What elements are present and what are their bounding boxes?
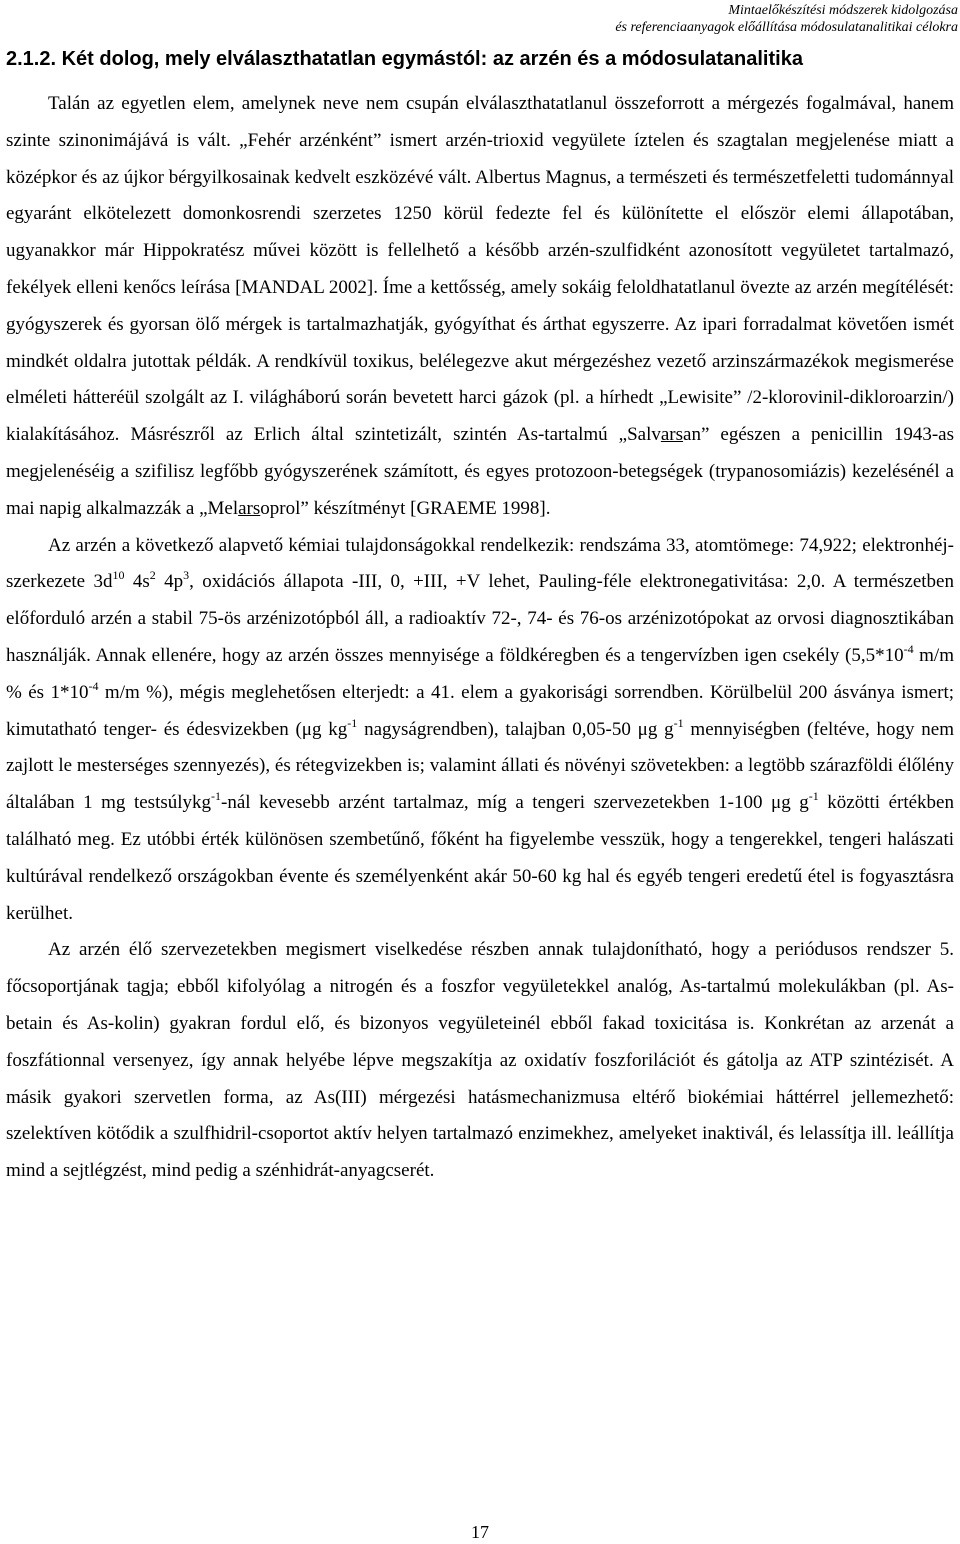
p2-text-j: közötti értékben található meg. Ez utóbbi érték különösen szembetűnő, főként ha figyelembe vesszük, hogy a tengerekkel, tengeri halászati kultúrával rendelkező országokban évente és személyenként akár 50-60 kg hal és egyéb tengeri eredetű étel is fogyasztásra kerülhet. bbox=[6, 792, 954, 924]
p2-text-i: -nál kevesebb arzént tartalmaz, míg a tengeri szervezetekben 1-100 μg g bbox=[221, 792, 809, 814]
running-header bbox=[615, 2, 958, 36]
section-heading: 2.1.2. Két dolog, mely elválaszthatatlan egymástól: az arzén és a módosulatanalitika bbox=[6, 48, 803, 70]
p2-sup-1: 10 bbox=[112, 568, 125, 583]
p2-sup-3: 3 bbox=[183, 568, 190, 583]
p2-text-f: m/m %), mégis meglehetősen elterjedt: a 41. elem a gyakorisági sorrendben. Körülbelül 200 ásványa ismert; kimutatható tenger- és édesvizekben (μg kg bbox=[6, 681, 954, 740]
p1-text-c: oprol” készítményt [GRAEME 1998]. bbox=[260, 497, 551, 519]
p2-text-b: 4s bbox=[124, 571, 150, 593]
paragraph-1 bbox=[6, 86, 954, 528]
p2-sup-8: -1 bbox=[211, 789, 222, 804]
p2-sup-6: -1 bbox=[347, 715, 358, 730]
p2-text-a: Az arzén a következő alapvető kémiai tulajdonságokkal rendelkezik: rendszáma 33, atomtömege: 74,922; elektronhéj-szerkezete 3d bbox=[6, 534, 954, 593]
p1-underline-2: ars bbox=[238, 497, 261, 519]
p2-sup-9: -1 bbox=[808, 789, 819, 804]
body-text bbox=[6, 86, 954, 1190]
p2-sup-5: -4 bbox=[88, 678, 99, 693]
running-header-line-2: és referenciaanyagok előállítása módosulatanalitikai célokra bbox=[615, 20, 958, 35]
p2-text-d: , oxidációs állapota -III, 0, +III, +V lehet, Pauling-féle elektronegativitása: 2,0. A természetben előforduló arzén a stabil 75-ös arzénizotópból áll, a radioaktív 72-, 74- és 76-os arzénizotópokat az orvosi diagnosztikában használják. Annak ellenére, hogy az arzén összes mennyisége a földkéregben és a tengervízben igen csekély (5,5*10 bbox=[6, 571, 954, 666]
p1-text-b: an” egészen a penicillin 1943-as megjelenéséig a szifilisz legfőbb gyógyszerének számított, és egyes protozoon-betegségek (trypanosomiázis) kezelésénél a mai napig alkalmazzák a „Mel bbox=[6, 424, 954, 519]
page-number: 17 bbox=[471, 1522, 489, 1542]
p2-text-c: 4p bbox=[155, 571, 184, 593]
paragraph-2 bbox=[6, 528, 954, 933]
p2-text-h: mennyiségben (feltéve, hogy nem zajlott le mesterséges szennyezés), és rétegvizekben is; valamint állati és növényi szövetekben: a legtöbb szárazföldi élőlény általában 1 mg testsúlykg bbox=[6, 718, 954, 814]
running-header-line-1: Mintaelőkészítési módszerek kidolgozása bbox=[728, 3, 958, 18]
p2-sup-2: 2 bbox=[149, 568, 156, 583]
paragraph-3: Az arzén élő szervezetekben megismert viselkedése részben annak tulajdonítható, hogy a periódusos rendszer 5. főcsoportjának tagja; ebből kifolyólag a nitrogén és a foszfor vegyületekkel analóg, As-tartalmú molekulákban (pl. As-betain és As-kolin) gyakran fordul elő, és bizonyos vegyületeinél ebből fakad toxicitása is. Konkrétan az arzenát a foszfátionnal versenyez, így annak helyébe lépve megszakítja az oxidatív foszforilációt és gátolja az ATP szintézisét. A másik gyakori szervetlen forma, az As(III) mérgezési hatásmechanizmusa eltérő biokémiai háttérrel jellemezhető: szelektíven kötődik a szulfhidril-csoportot aktív helyen tartalmazó enzimekhez, amelyeket inaktivál, és lelassítja ill. leállítja mind a sejtlégzést, mind pedig a szénhidrát-anyagcserét. bbox=[6, 939, 954, 1182]
p2-text-e: m/m % és 1*10 bbox=[6, 644, 954, 703]
p1-underline-1: ars bbox=[660, 424, 684, 446]
p2-sup-7: -1 bbox=[673, 715, 684, 730]
p2-sup-4: -4 bbox=[903, 641, 914, 656]
p2-text-g: nagyságrendben), talajban 0,05-50 μg g bbox=[357, 718, 674, 740]
p1-text-a: Talán az egyetlen elem, amelynek neve nem csupán elválaszthatatlanul összeforrott a mérgezés fogalmával, hanem szinte szinonimájává is vált. „Fehér arzénként” ismert arzén-trioxid vegyülete íztelen és szagtalan megjelenése miatt a középkor és az újkor bérgyilkosainak kedvelt eszközévé vált. Albertus Magnus, a természeti és természetfeletti tudománnyal egyaránt elkötelezett domonkosrendi szerzetes 1250 körül fedezte fel és különítette el először elemi állapotában, ugyanakkor már Hippokratész művei között is fellelhető a később arzén-szulfidként azonosított vegyületet tartalmazó, fekélyek elleni kenőcs leírása [MANDAL 2002]. Íme a kettősség, amely sokáig feloldhatatlanul övezte az arzén megítélését: gyógyszerek és gyorsan ölő mérgek is tartalmazhatják, gyógyíthat és árthat egyszerre. Az ipari forradalmat követően ismét mindkét oldalra jutottak példák. A rendkívül toxikus, belélegezve akut mérgezéshez vezető arzinszármazékok megismerése elméleti hátteréül szolgált az I. világháború során bevetett harci gázok (pl. a hírhedt „Lewisite” /2-klorovinil-dikloroarzin/) kialakításához. Másrészről az Erlich által szintetizált, szintén As-tartalmú „Salv bbox=[6, 93, 954, 446]
